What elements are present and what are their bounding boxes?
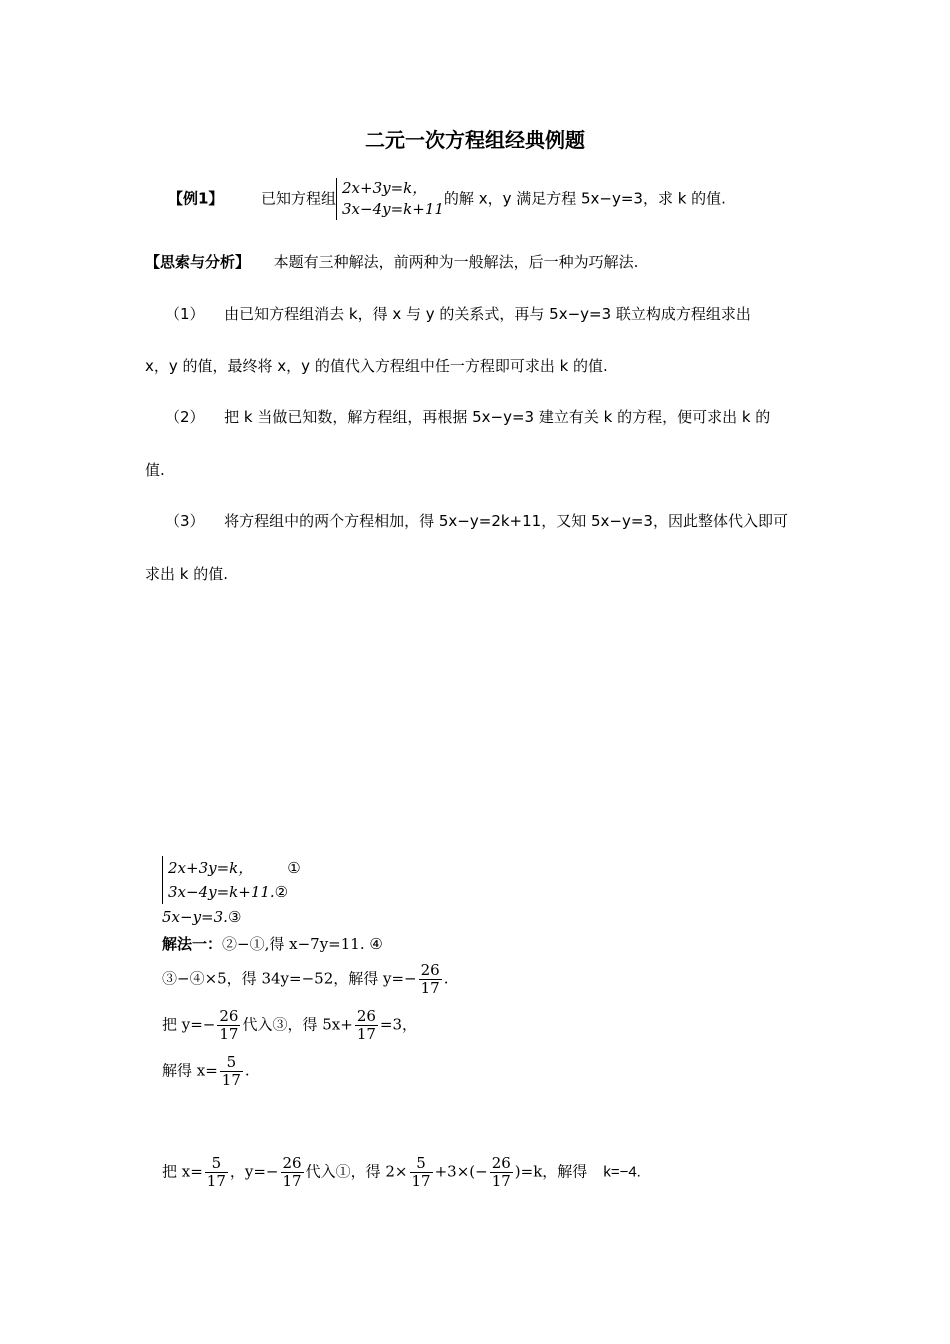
solution-eq2 [168, 880, 301, 904]
final-fraction-2 [281, 1155, 304, 1190]
step-2-denominator: 17 [420, 979, 440, 997]
final-text-e: )=k，解得 [514, 1162, 588, 1181]
example-prefix: 已知方程组 [261, 189, 337, 208]
method-2-text: 把 k 当做已知数，解方程组，再根据 5x−y=3 建立有关 k 的方程，便可求出 k 的 [224, 408, 771, 426]
example-eq2: 3x−4y=k+11 [342, 200, 444, 218]
step-4-fraction [220, 1054, 243, 1089]
step-2-numerator: 26 [420, 961, 440, 979]
page-title: 二元一次方程组经典例题 [365, 128, 585, 152]
solution-eq1-text: 2x+3y=k， [168, 859, 254, 877]
analysis-intro-text: 本题有三种解法，前两种为一般解法，后一种为巧解法. [273, 253, 639, 271]
final-fraction-1 [205, 1155, 228, 1190]
solution-method-label: 解法一： [162, 935, 223, 953]
solution-step-2 [162, 962, 449, 997]
final-fraction-3 [410, 1155, 433, 1190]
final-result: k=−4. [603, 1163, 641, 1181]
solution-system-brace [162, 856, 301, 904]
final-numerator-4: 26 [491, 1154, 511, 1172]
step-3-middle: 代入③，得 5x+ [242, 1015, 353, 1034]
final-text-b: ，y=− [229, 1162, 279, 1181]
circle-1-mark: ① [287, 859, 301, 877]
final-text-c: 代入①，得 2× [305, 1162, 408, 1181]
solution-step-4 [162, 1054, 250, 1089]
step-2-end: . [443, 969, 449, 988]
solution-eq3-text: 5x−y=3. [162, 908, 228, 926]
example-eq1: 2x+3y=k， [342, 179, 428, 197]
step-4-denominator: 17 [221, 1071, 241, 1089]
method-2-number: （2） [165, 408, 205, 426]
step-3-fraction-2 [355, 1008, 378, 1043]
solution-eq2-text: 3x−4y=k+11. [168, 883, 275, 901]
step-3-text: 把 y=− [162, 1015, 216, 1034]
step-2-fraction [419, 962, 442, 997]
method-2-line-1 [165, 406, 770, 428]
method-3-line-2: 求出 k 的值. [145, 565, 228, 583]
final-text-a: 把 x= [162, 1162, 203, 1181]
solution-eq1 [168, 856, 301, 880]
final-numerator-1: 5 [211, 1154, 222, 1172]
example-system [336, 178, 444, 220]
step-3-fraction-1 [217, 1008, 240, 1043]
final-fraction-4 [490, 1155, 513, 1190]
final-denominator-2: 17 [282, 1172, 302, 1190]
solution-step-3 [162, 1008, 417, 1043]
final-text-d: +3×(− [434, 1162, 488, 1181]
solution-final-line [162, 1155, 641, 1190]
method-1-line-2: x，y 的值，最终将 x，y 的值代入方程组中任一方程即可求出 k 的值. [145, 357, 608, 375]
solution-step-1 [162, 933, 383, 954]
solution-system [162, 856, 301, 904]
step-3-numerator-1: 26 [219, 1007, 239, 1025]
analysis-intro [145, 251, 638, 273]
example-label: 【例1】 [168, 189, 224, 208]
method-2-line-2: 值. [145, 461, 165, 479]
final-numerator-3: 5 [416, 1154, 426, 1172]
step-4-end: . [244, 1061, 250, 1080]
method-1-line-1 [165, 303, 751, 325]
step-4-text: 解得 x= [162, 1061, 218, 1080]
method-3-text: 将方程组中的两个方程相加，得 5x−y=2k+11，又知 5x−y=3，因此整体代入即可 [224, 512, 788, 530]
step-3-denominator-1: 17 [219, 1025, 239, 1043]
final-numerator-2: 26 [282, 1154, 302, 1172]
step-2-text: ③−④×5，得 34y=−52，解得 y=− [162, 969, 417, 988]
final-denominator-3: 17 [411, 1172, 431, 1190]
step-4-numerator: 5 [226, 1053, 237, 1071]
solution-step-1-text: ②−①,得 x−7y=11. ④ [222, 935, 383, 953]
analysis-label: 【思索与分析】 [145, 253, 251, 271]
circle-2-mark: ② [274, 883, 289, 901]
step-3-numerator-2: 26 [356, 1007, 376, 1025]
example-suffix: 的解 x，y 满足方程 5x−y=3，求 k 的值. [443, 189, 726, 208]
example-1 [168, 178, 726, 220]
method-1-text: 由已知方程组消去 k，得 x 与 y 的关系式，再与 5x−y=3 联立构成方程组求出 [224, 305, 751, 323]
solution-eq3 [162, 908, 241, 926]
step-3-end: =3， [379, 1015, 418, 1034]
final-denominator-1: 17 [206, 1172, 226, 1190]
circle-3-mark: ③ [227, 908, 242, 926]
method-1-number: （1） [165, 305, 205, 323]
method-3-number: （3） [165, 512, 205, 530]
step-3-denominator-2: 17 [356, 1025, 376, 1043]
method-3-line-1 [165, 510, 788, 532]
final-denominator-4: 17 [491, 1172, 511, 1190]
